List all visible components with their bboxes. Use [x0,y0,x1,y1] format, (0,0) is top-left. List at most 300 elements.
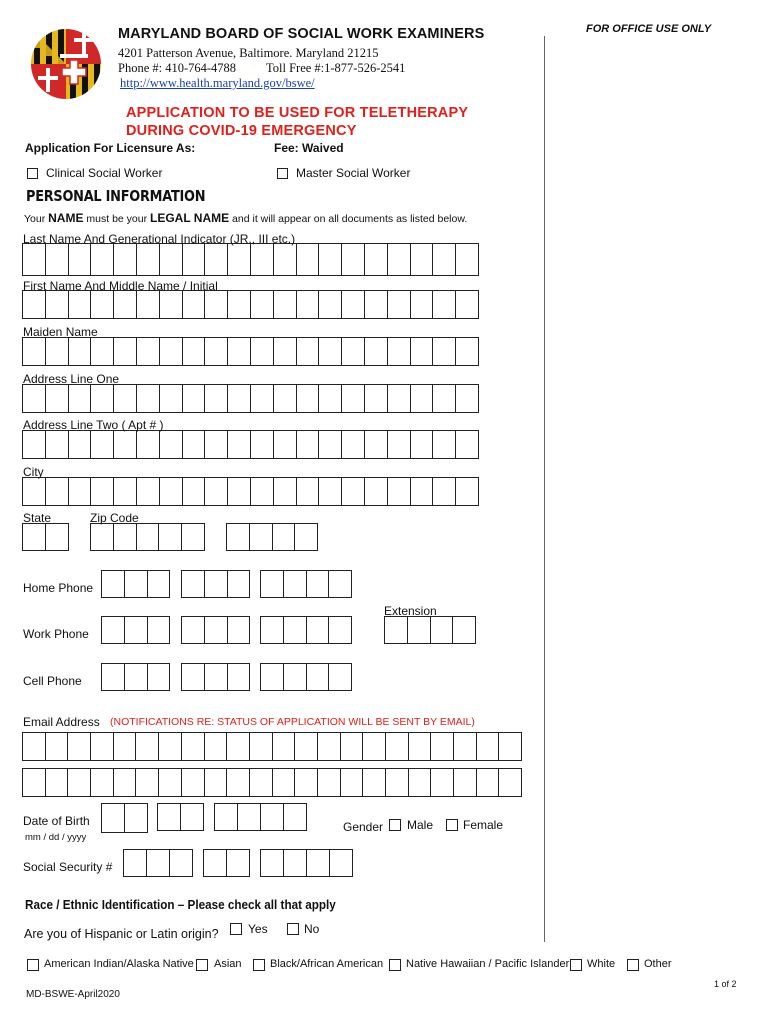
char-box[interactable] [137,384,160,413]
char-box[interactable] [114,768,137,797]
char-box[interactable] [114,384,137,413]
char-box[interactable] [318,732,341,761]
char-box[interactable] [477,768,500,797]
race-white-checkbox[interactable] [570,959,582,971]
race-native-hawaiian-checkbox[interactable] [389,959,401,971]
work-phone-line-boxes[interactable] [260,616,352,644]
char-box[interactable] [388,384,411,413]
char-box[interactable] [284,849,307,877]
char-box[interactable] [342,243,365,276]
char-box[interactable] [125,803,148,833]
char-box[interactable] [102,803,125,833]
char-box[interactable] [284,663,307,691]
char-box[interactable] [319,430,342,459]
char-box[interactable] [69,337,92,366]
char-box[interactable] [183,430,206,459]
char-box[interactable] [342,290,365,319]
char-box[interactable] [182,570,205,598]
zip-code-input-boxes[interactable] [90,523,205,551]
char-box[interactable] [227,768,250,797]
char-box[interactable] [228,616,251,644]
dob-month-boxes[interactable] [101,803,148,833]
char-box[interactable] [183,243,206,276]
char-box[interactable] [228,384,251,413]
char-box[interactable] [388,430,411,459]
char-box[interactable] [147,849,170,877]
char-box[interactable] [261,663,284,691]
char-box[interactable] [250,523,273,551]
char-box[interactable] [160,243,183,276]
char-box[interactable] [433,384,456,413]
char-box[interactable] [125,616,148,644]
char-box[interactable] [433,290,456,319]
char-box[interactable] [125,570,148,598]
last-name-input-boxes[interactable] [22,243,479,276]
gender-male-checkbox[interactable] [389,819,401,831]
char-box[interactable] [158,803,181,831]
ssn-group-boxes[interactable] [203,849,250,877]
char-box[interactable] [114,290,137,319]
dob-day-boxes[interactable] [157,803,204,831]
char-box[interactable] [227,732,250,761]
char-box[interactable] [114,732,137,761]
char-box[interactable] [23,243,46,276]
char-box[interactable] [182,616,205,644]
char-box[interactable] [319,337,342,366]
char-box[interactable] [454,732,477,761]
char-box[interactable] [386,768,409,797]
char-box[interactable] [454,768,477,797]
work-phone-label: Work Phone [23,627,89,641]
ssn-label: Social Security # [23,860,113,874]
char-box[interactable] [46,768,69,797]
char-box[interactable] [431,616,454,644]
char-box[interactable] [251,290,274,319]
race-white-label: White [587,958,616,970]
char-box[interactable] [69,384,92,413]
char-box[interactable] [46,430,69,459]
char-box[interactable] [318,768,341,797]
char-box[interactable] [456,384,479,413]
home-phone-prefix-boxes[interactable] [181,570,250,598]
clinical-social-worker-label: Clinical Social Worker [46,166,163,180]
zip-plus-four-input-boxes[interactable] [226,523,318,551]
char-box[interactable] [46,243,69,276]
char-box[interactable] [23,523,46,551]
race-american-indian-label: American Indian/Alaska Native [44,958,194,970]
first-name-input-boxes[interactable] [22,290,479,319]
char-box[interactable] [114,523,137,551]
org-title: MARYLAND BOARD OF SOCIAL WORK EXAMINERS [118,26,485,42]
char-box[interactable] [261,616,284,644]
char-box[interactable] [228,290,251,319]
char-box[interactable] [363,768,386,797]
char-box[interactable] [274,290,297,319]
race-other-checkbox[interactable] [627,959,639,971]
char-box[interactable] [215,803,238,831]
char-box[interactable] [250,768,273,797]
home-phone-line-boxes[interactable] [260,570,352,598]
char-box[interactable] [388,243,411,276]
char-box[interactable] [453,616,476,644]
char-box[interactable] [385,616,408,644]
office-divider-line [544,36,545,942]
char-box[interactable] [114,337,137,366]
char-box[interactable] [91,768,114,797]
char-box[interactable] [136,732,159,761]
char-box[interactable] [433,477,456,506]
char-box[interactable] [297,384,320,413]
char-box[interactable] [183,290,206,319]
char-box[interactable] [251,337,274,366]
char-box[interactable] [274,384,297,413]
char-box[interactable] [205,243,228,276]
char-box[interactable] [388,290,411,319]
char-box[interactable] [91,337,114,366]
work-phone-prefix-boxes[interactable] [181,616,250,644]
char-box[interactable] [46,384,69,413]
char-box[interactable] [46,523,69,551]
char-box[interactable] [319,477,342,506]
clinical-social-worker-checkbox[interactable] [27,168,38,179]
char-box[interactable] [182,768,205,797]
char-box[interactable] [160,384,183,413]
char-box[interactable] [137,243,160,276]
char-box[interactable] [411,430,434,459]
maryland-seal-logo [30,28,102,100]
char-box[interactable] [205,570,228,598]
char-box[interactable] [477,732,500,761]
char-box[interactable] [183,384,206,413]
char-box[interactable] [342,337,365,366]
address-line-two-input-boxes[interactable] [22,430,479,459]
char-box[interactable] [319,243,342,276]
char-box[interactable] [341,732,364,761]
char-box[interactable] [170,849,193,877]
char-box[interactable] [365,243,388,276]
char-box[interactable] [205,768,228,797]
char-box[interactable] [102,663,125,691]
char-box[interactable] [433,430,456,459]
char-box[interactable] [23,732,46,761]
char-box[interactable] [330,849,353,877]
char-box[interactable] [46,290,69,319]
legal-name-note: Your NAME must be your LEGAL NAME and it will appear on all documents as listed below. [24,211,468,225]
char-box[interactable] [227,523,250,551]
board-toll-free: Toll Free #:1-877-526-2541 [266,61,406,75]
char-box[interactable] [228,337,251,366]
char-box[interactable] [159,768,182,797]
char-box[interactable] [91,477,114,506]
char-box[interactable] [307,849,330,877]
char-box[interactable] [124,849,147,877]
char-box[interactable] [160,430,183,459]
char-box[interactable] [329,616,352,644]
char-box[interactable] [238,803,261,831]
char-box[interactable] [23,337,46,366]
board-address: 4201 Patterson Avenue, Baltimore. Maryland 21215 [118,46,379,60]
char-box[interactable] [114,430,137,459]
char-box[interactable] [365,337,388,366]
char-box[interactable] [341,768,364,797]
char-box[interactable] [23,768,46,797]
fee-label: Fee: Waived [274,141,344,155]
char-box[interactable] [319,290,342,319]
race-other-label: Other [644,958,672,970]
char-box[interactable] [228,663,251,691]
char-box[interactable] [148,663,171,691]
char-box[interactable] [388,337,411,366]
char-box[interactable] [411,337,434,366]
char-box[interactable] [307,616,330,644]
char-box[interactable] [205,477,228,506]
char-box[interactable] [69,477,92,506]
char-box[interactable] [125,663,148,691]
char-box[interactable] [329,570,352,598]
char-box[interactable] [386,732,409,761]
char-box[interactable] [411,477,434,506]
char-box[interactable] [91,732,114,761]
char-box[interactable] [91,243,114,276]
char-box[interactable] [250,732,273,761]
char-box[interactable] [456,337,479,366]
hispanic-no-checkbox[interactable] [287,923,299,935]
address-line-two-label: Address Line Two ( Apt # ) [23,418,164,432]
char-box[interactable] [91,290,114,319]
char-box[interactable] [228,570,251,598]
char-box[interactable] [68,732,91,761]
char-box[interactable] [261,849,284,877]
char-box[interactable] [456,477,479,506]
char-box[interactable] [137,430,160,459]
cell-phone-area-code-boxes[interactable] [101,663,170,691]
gender-male-label: Male [407,818,434,832]
char-box[interactable] [365,430,388,459]
hispanic-yes-checkbox[interactable] [230,923,242,935]
first-name-label: First Name And Middle Name / Initial [23,279,218,293]
race-asian-checkbox[interactable] [196,959,208,971]
board-website-link[interactable]: http://www.health.maryland.gov/bswe/ [120,76,315,90]
city-label: City [23,465,44,479]
char-box[interactable] [295,732,318,761]
char-box[interactable] [137,523,160,551]
char-box[interactable] [284,803,307,831]
char-box[interactable] [205,430,228,459]
char-box[interactable] [307,663,330,691]
char-box[interactable] [91,523,114,551]
cell-phone-prefix-boxes[interactable] [181,663,250,691]
char-box[interactable] [69,430,92,459]
char-box[interactable] [137,337,160,366]
work-phone-area-code-boxes[interactable] [101,616,170,644]
char-box[interactable] [114,243,137,276]
char-box[interactable] [148,616,171,644]
char-box[interactable] [114,477,137,506]
maiden-name-input-boxes[interactable] [22,337,479,366]
char-box[interactable] [274,477,297,506]
char-box[interactable] [297,337,320,366]
char-box[interactable] [228,430,251,459]
char-box[interactable] [91,384,114,413]
gender-female-checkbox[interactable] [446,819,458,831]
char-box[interactable] [411,384,434,413]
char-box[interactable] [456,243,479,276]
char-box[interactable] [284,570,307,598]
char-box[interactable] [102,616,125,644]
char-box[interactable] [251,384,274,413]
race-native-hawaiian-label: Native Hawaiian / Pacific Islander [406,958,570,970]
work-phone-extension-boxes[interactable] [384,616,476,644]
char-box[interactable] [182,732,205,761]
race-black-label: Black/African American [270,958,384,970]
char-box[interactable] [273,768,296,797]
char-box[interactable] [365,477,388,506]
char-box[interactable] [297,430,320,459]
char-box[interactable] [251,243,274,276]
char-box[interactable] [388,477,411,506]
email-input-boxes-row2[interactable] [22,768,522,797]
zip-code-label: Zip Code [90,511,139,525]
char-box[interactable] [23,384,46,413]
char-box[interactable] [204,849,227,877]
char-box[interactable] [183,477,206,506]
char-box[interactable] [205,290,228,319]
char-box[interactable] [297,243,320,276]
char-box[interactable] [205,616,228,644]
char-box[interactable] [182,663,205,691]
state-label: State [23,511,52,525]
race-asian-label: Asian [214,958,242,970]
char-box[interactable] [365,290,388,319]
char-box[interactable] [148,570,171,598]
char-box[interactable] [136,768,159,797]
race-black-checkbox[interactable] [253,959,265,971]
char-box[interactable] [46,337,69,366]
ssn-area-boxes[interactable] [123,849,193,877]
address-line-one-input-boxes[interactable] [22,384,479,413]
ssn-serial-boxes[interactable] [260,849,353,877]
char-box[interactable] [159,523,182,551]
char-box[interactable] [46,477,69,506]
char-box[interactable] [181,803,204,831]
char-box[interactable] [411,243,434,276]
char-box[interactable] [409,732,432,761]
race-american-indian-checkbox[interactable] [27,959,39,971]
char-box[interactable] [159,732,182,761]
char-box[interactable] [251,430,274,459]
char-box[interactable] [102,570,125,598]
char-box[interactable] [251,477,274,506]
dob-year-boxes[interactable] [214,803,307,831]
char-box[interactable] [456,290,479,319]
char-box[interactable] [342,477,365,506]
home-phone-area-code-boxes[interactable] [101,570,170,598]
char-box[interactable] [431,768,454,797]
char-box[interactable] [69,290,92,319]
last-name-label: Last Name And Generational Indicator (JR., III etc.) [23,232,296,246]
char-box[interactable] [297,290,320,319]
char-box[interactable] [261,803,284,831]
char-box[interactable] [160,290,183,319]
char-box[interactable] [91,430,114,459]
char-box[interactable] [160,337,183,366]
city-input-boxes[interactable] [22,477,479,506]
char-box[interactable] [205,732,228,761]
char-box[interactable] [274,337,297,366]
office-use-label: FOR OFFICE USE ONLY [586,23,712,35]
char-box[interactable] [329,663,352,691]
address-line-one-label: Address Line One [23,372,120,386]
char-box[interactable] [205,384,228,413]
char-box[interactable] [431,732,454,761]
char-box[interactable] [137,477,160,506]
char-box[interactable] [228,243,251,276]
char-box[interactable] [273,523,296,551]
char-box[interactable] [274,243,297,276]
char-box[interactable] [409,768,432,797]
char-box[interactable] [274,430,297,459]
char-box[interactable] [363,732,386,761]
char-box[interactable] [137,290,160,319]
char-box[interactable] [69,243,92,276]
char-box[interactable] [319,384,342,413]
char-box[interactable] [160,477,183,506]
licensure-label: Application For Licensure As: [25,141,196,155]
cell-phone-line-boxes[interactable] [260,663,352,691]
email-label: Email Address [23,715,100,729]
char-box[interactable] [23,290,46,319]
char-box[interactable] [68,768,91,797]
page-number: 1 of 2 [714,979,737,989]
char-box[interactable] [205,337,228,366]
master-social-worker-checkbox[interactable] [277,168,288,179]
char-box[interactable] [342,430,365,459]
char-box[interactable] [433,243,456,276]
char-box[interactable] [307,570,330,598]
char-box[interactable] [228,477,251,506]
char-box[interactable] [284,616,307,644]
date-of-birth-label: Date of Birth [23,814,90,828]
char-box[interactable] [182,523,205,551]
char-box[interactable] [295,768,318,797]
char-box[interactable] [205,663,228,691]
char-box[interactable] [433,337,456,366]
char-box[interactable] [295,523,318,551]
extension-label: Extension [384,604,437,618]
char-box[interactable] [499,732,522,761]
char-box[interactable] [456,430,479,459]
char-box[interactable] [46,732,69,761]
gender-label: Gender [343,820,384,834]
char-box[interactable] [342,384,365,413]
char-box[interactable] [261,570,284,598]
char-box[interactable] [273,732,296,761]
master-social-worker-label: Master Social Worker [296,166,411,180]
maiden-name-label: Maiden Name [23,325,98,339]
char-box[interactable] [227,849,250,877]
email-input-boxes-row1[interactable] [22,732,522,761]
char-box[interactable] [23,430,46,459]
char-box[interactable] [23,477,46,506]
state-input-boxes[interactable] [22,523,69,551]
char-box[interactable] [408,616,431,644]
char-box[interactable] [183,337,206,366]
char-box[interactable] [499,768,522,797]
char-box[interactable] [411,290,434,319]
application-title-line1: APPLICATION TO BE USED FOR TELETHERAPY [126,105,469,121]
char-box[interactable] [297,477,320,506]
char-box[interactable] [365,384,388,413]
